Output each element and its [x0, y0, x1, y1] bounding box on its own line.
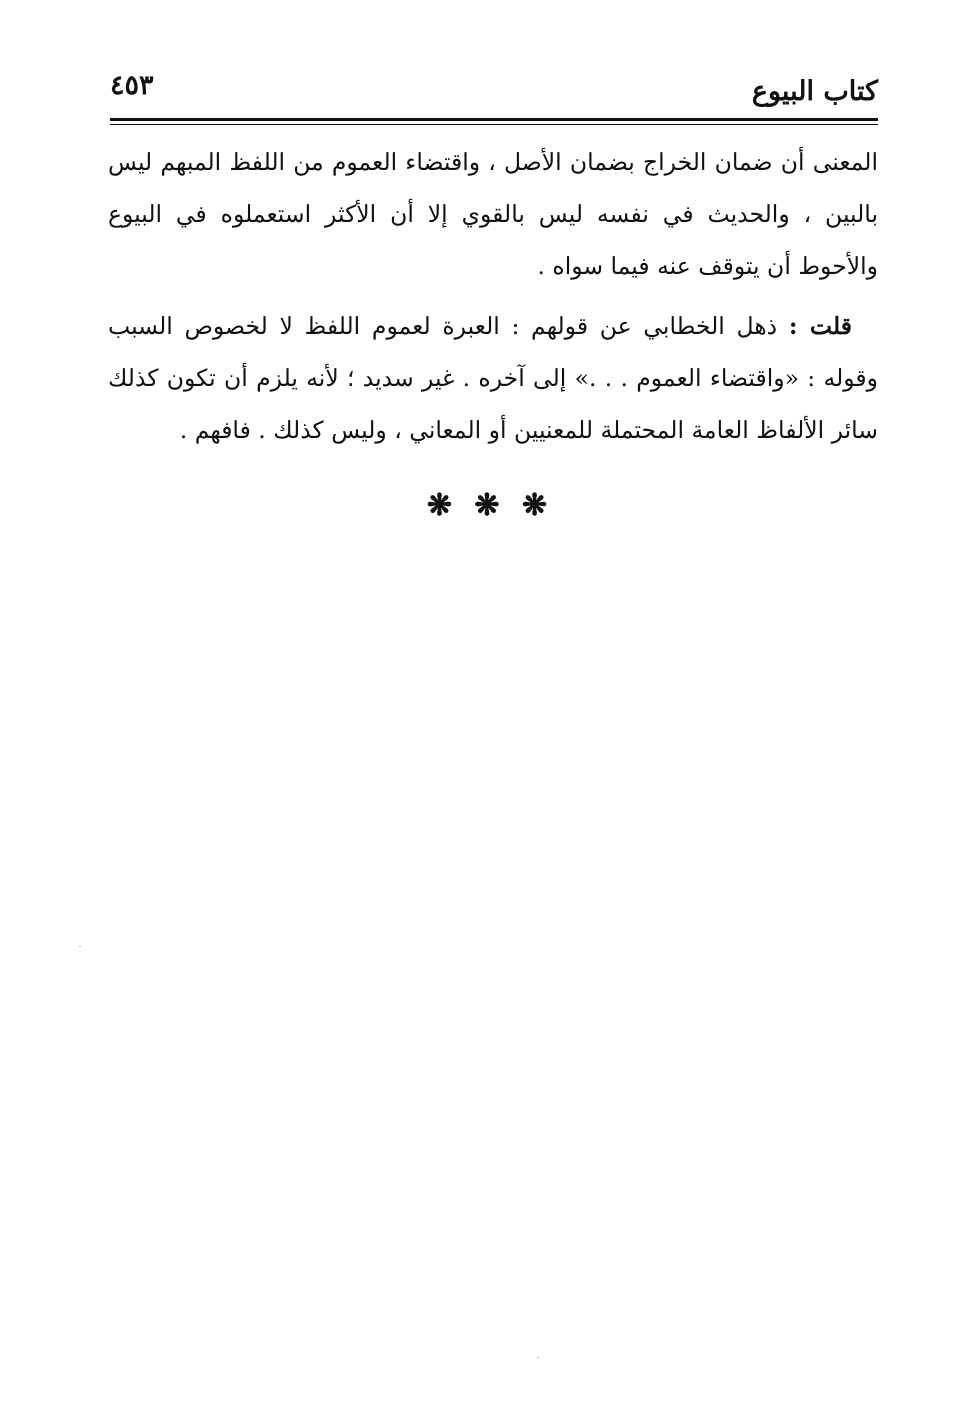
header-rule-thin	[110, 124, 878, 125]
paragraph-1-text: المعنى أن ضمان الخراج بضمان الأصل ، واقتضاء العموم من اللفظ المبهم ليس بالبين ، والحديث في نفسه ليس بالقوي إلا أن الأكثر استعملوه في البيوع والأحوط أن يتوقف عنه فيما سواه .	[108, 148, 878, 280]
page-number: ٤٥٣	[110, 70, 154, 101]
page-header	[110, 62, 878, 118]
body-text	[108, 136, 878, 456]
paragraph-2-lead: قلت :	[788, 312, 852, 340]
paragraph-2	[108, 300, 878, 456]
scan-speck	[537, 1357, 539, 1358]
paragraph-1	[108, 136, 878, 292]
paragraph-2-text: ذهل الخطابي عن قولهم : العبرة لعموم اللفظ لا لخصوص السبب وقوله : «واقتضاء العموم . . .» إلى آخره . غير سديد ؛ لأنه يلزم أن تكون كذلك سائر الألفاظ العامة المحتملة للمعنيين أو المعاني ، وليس كذلك . فافهم .	[108, 312, 878, 444]
scan-speck	[79, 946, 81, 947]
header-rule-thick	[110, 118, 878, 121]
chapter-title: كتاب البيوع	[751, 76, 878, 107]
section-separator: ❋ ❋ ❋	[426, 488, 554, 523]
